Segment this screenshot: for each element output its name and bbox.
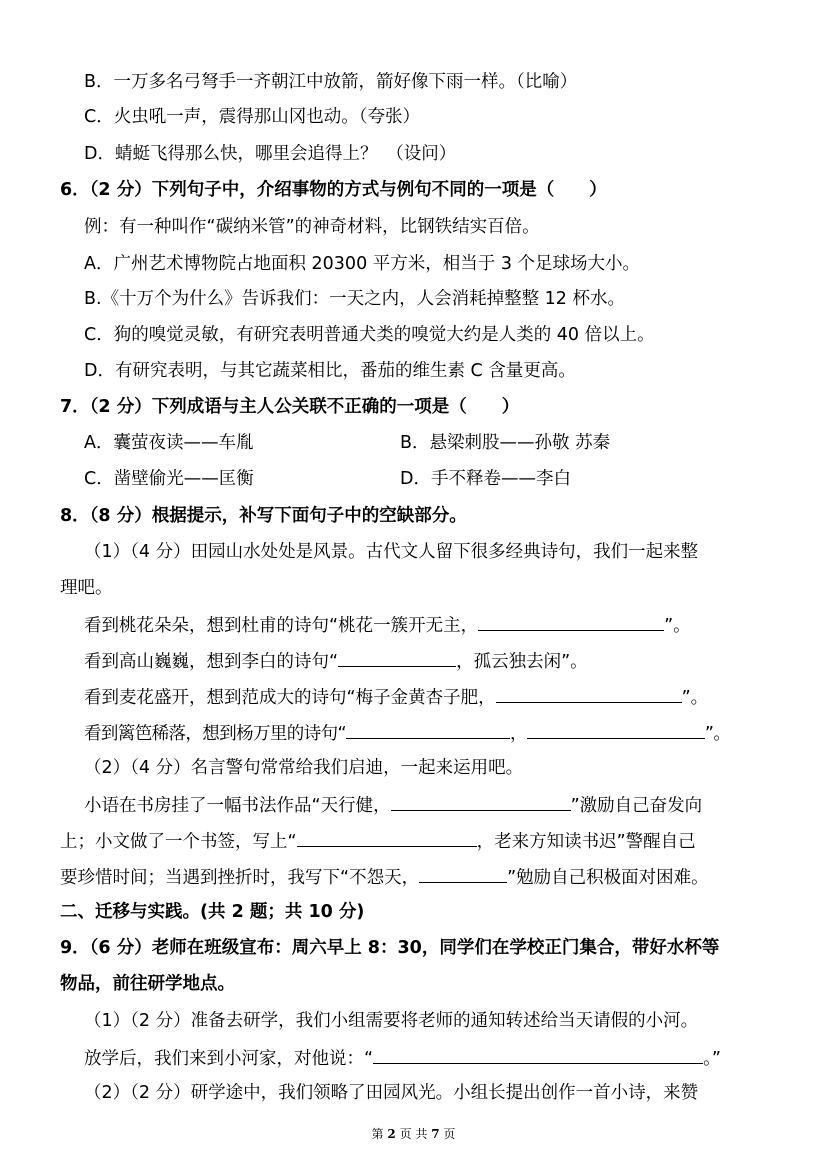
q8-p2-l2-prefix: 上；小文做了一个书签，写上“ (60, 832, 297, 852)
q9-p1-prefix: 放学后，我们来到小河家，对他说：“ (84, 1049, 374, 1069)
answer-blank[interactable] (297, 828, 477, 847)
page-footer (0, 1126, 827, 1142)
q8-part1-intro: （1）（4 分）田园山水处处是风景。古代文人留下很多经典诗句，我们一起来整 (84, 542, 699, 562)
q6-stem: 6．（2 分）下列句子中，介绍事物的方式与例句不同的一项是（ ） (60, 180, 607, 200)
q8-poem-line-4 (84, 720, 730, 744)
q8-line2-suffix: ，孤云独去闲”。 (456, 652, 588, 672)
q9-stem: 9．（6 分）老师在班级宣布：周六早上 8：30，同学们在学校正门集合，带好水杯等 (60, 938, 720, 958)
q6-option-a: A．广州艺术博物院占地面积 20300 平方米，相当于 3 个足球场大小。 (84, 254, 641, 274)
q8-line2-prefix: 看到高山巍巍，想到李白的诗句“ (84, 652, 339, 672)
answer-blank[interactable] (478, 612, 664, 631)
answer-blank[interactable] (496, 684, 682, 703)
answer-blank[interactable] (527, 720, 705, 739)
q8-p2-l1-suffix: ”激励自己奋发向 (570, 796, 703, 816)
q8-line3-suffix: ”。 (681, 688, 709, 708)
q9-p1-suffix: 。” (703, 1049, 721, 1069)
q9-part2: （2）（2 分）研学途中，我们领略了田园风光。小组长提出创作一首小诗，来赞 (84, 1083, 699, 1103)
q6-option-b: B.《十万个为什么》告诉我们：一天之内，人会消耗掉整整 12 杯水。 (84, 289, 625, 309)
q8-part2-intro: （2）（4 分）名言警句常常给我们启迪，一起来运用吧。 (84, 758, 524, 778)
q8-part1-intro-cont: 理吧。 (60, 578, 113, 598)
q8-poem-line-1 (84, 612, 691, 636)
footer-middle: 页 共 (399, 1127, 428, 1141)
q8-part2-line-1 (84, 792, 702, 816)
q5-option-c: C．火虫吼一声，震得那山冈也动。（夸张） (84, 107, 420, 127)
q7-option-b: B．悬梁刺股——孙敬 苏秦 (400, 433, 611, 453)
current-page-number: 2 (387, 1127, 396, 1141)
q8-poem-line-3 (84, 684, 708, 708)
footer-prefix: 第 (371, 1127, 384, 1141)
answer-blank[interactable] (391, 792, 571, 811)
q7-option-d: D．手不释卷——李白 (400, 469, 571, 489)
q8-p2-l3-suffix: ”勉励自己积极面对困难。 (507, 868, 709, 888)
q8-line3-prefix: 看到麦花盛开，想到范成大的诗句“梅子金黄杏子肥， (84, 688, 496, 708)
q8-poem-line-2 (84, 648, 588, 672)
section-2-title: 二、迁移与实践。(共 2 题；共 10 分) (60, 902, 365, 922)
q8-p2-l1-prefix: 小语在书房挂了一幅书法作品“天行健， (84, 796, 391, 816)
q8-line4-mid: ， (509, 724, 527, 744)
q7-option-a: A．囊萤夜读——车胤 (84, 433, 254, 453)
q6-option-d: D．有研究表明，与其它蔬菜相比，番茄的维生素 C 含量更高。 (84, 361, 576, 381)
q5-option-b: B．一万多名弓弩手一齐朝江中放箭，箭好像下雨一样。（比喻） (84, 72, 578, 92)
q8-line1-prefix: 看到桃花朵朵，想到杜甫的诗句“桃花一簇开无主， (84, 616, 479, 636)
q8-part2-line-3 (60, 864, 709, 888)
q7-option-c: C．凿壁偷光——匡衡 (84, 469, 254, 489)
footer-suffix: 页 (443, 1127, 456, 1141)
total-page-count: 7 (431, 1127, 440, 1141)
answer-blank[interactable] (338, 648, 456, 667)
q8-p2-l3-prefix: 要珍惜时间；当遇到挫折时，我写下“不怨天， (60, 868, 420, 888)
q6-option-c: C．狗的嗅觉灵敏，有研究表明普通犬类的嗅觉大约是人类的 40 倍以上。 (84, 325, 655, 345)
q9-part1-answer-line (84, 1045, 721, 1069)
q6-example: 例：有一种叫作“碳纳米管”的神奇材料，比钢铁结实百倍。 (84, 217, 540, 237)
q8-part2-line-2 (60, 828, 696, 852)
answer-blank[interactable] (346, 720, 510, 739)
answer-blank[interactable] (419, 864, 507, 883)
q9-stem-cont: 物品，前往研学地点。 (60, 974, 235, 994)
q8-line1-suffix: ”。 (664, 616, 691, 636)
q8-line4-prefix: 看到篱笆稀落，想到杨万里的诗句“ (84, 724, 346, 744)
q7-stem: 7．（2 分）下列成语与主人公关联不正确的一项是（ ） (60, 397, 520, 417)
q8-stem: 8．（8 分）根据提示，补写下面句子中的空缺部分。 (60, 506, 467, 526)
q9-part1: （1）（2 分）准备去研学，我们小组需要将老师的通知转述给当天请假的小河。 (84, 1011, 699, 1031)
q8-p2-l2-suffix: ，老来方知读书迟”警醒自己 (476, 832, 696, 852)
answer-blank[interactable] (373, 1045, 703, 1064)
q8-line4-suffix: ”。 (704, 724, 731, 744)
q5-option-d: D．蜻蜓飞得那么快，哪里会追得上？ （设问） (84, 144, 457, 164)
